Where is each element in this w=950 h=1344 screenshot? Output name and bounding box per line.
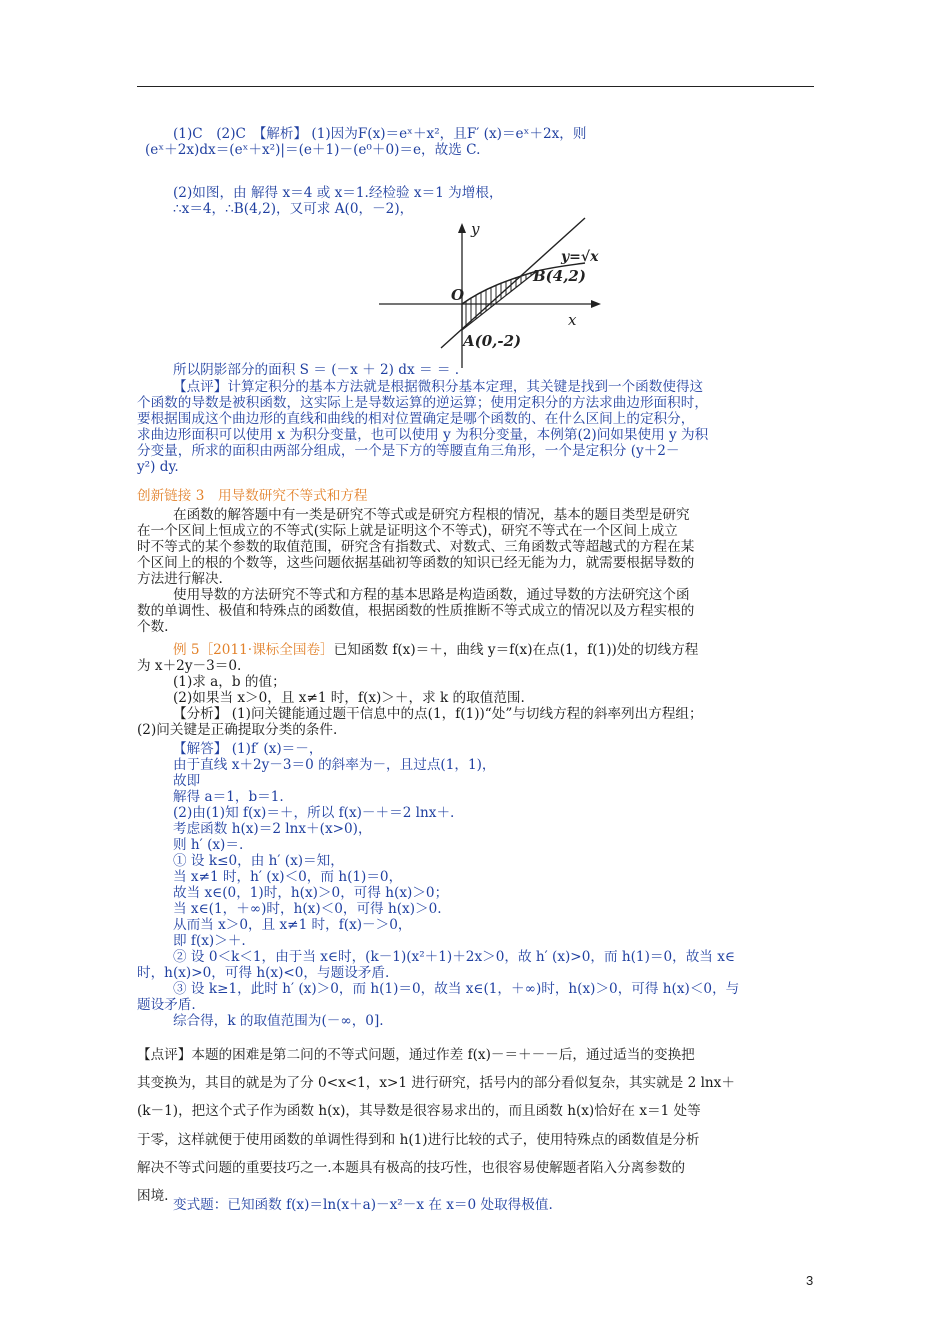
curve-label: y=√x <box>561 249 599 265</box>
shaded-region <box>462 271 537 330</box>
text-line: y²) dy. <box>137 459 179 475</box>
text-line: 即 f(x)＞＋. <box>173 933 246 949</box>
text-line: 由于直线 x＋2y－3＝0 的斜率为－，且过点(1，1)， <box>173 757 496 773</box>
text-line: ③ 设 k≥1，此时 h′ (x)＞0，而 h(1)＝0，故当 x∈(1，＋∞)时，h(x)＞0，可得 h(x)＜0，与 <box>173 981 740 997</box>
text-line: (2)问关键是正确提取分类的条件. <box>137 722 338 738</box>
solution-part2 <box>137 185 817 217</box>
origin-label: O <box>451 286 465 304</box>
text-line: 方法进行解决. <box>137 571 223 587</box>
text-line: (2)如图，由 解得 x＝4 或 x＝1.经检验 x＝1 为增根， <box>173 185 503 201</box>
text-line: 时，h(x)>0，可得 h(x)<0，与题设矛盾. <box>137 965 390 981</box>
text-line: 所以阴影部分的面积 S ＝ (－x ＋ 2) dx ＝ ＝ . <box>173 362 460 378</box>
text-line: 其变换为，其目的就是为了分 0<x<1，x>1 进行研究，括号内的部分看似复杂，其实就是 2 lnx＋ <box>137 1075 735 1092</box>
x-axis-label: x <box>568 311 577 329</box>
text-line: 【分析】 (1)问关键能通过题干信息中的点(1，f(1))“处”与切线方程的斜率列出方程组； <box>173 706 703 722</box>
text-line: 分变量，所求的面积由两部分组成，一个是下方的等腰直角三角形，一个是定积分 (y＋2－ <box>137 443 680 459</box>
text-line: 求曲边形面积可以使用 x 为积分变量，也可以使用 y 为积分变量，本例第(2)问如果使用 y 为积 <box>137 427 709 443</box>
comment-2 <box>137 1041 817 1210</box>
text-line: 要根据围成这个曲边形的直线和曲线的相对位置确定是哪个函数的、在什么区间上的定积分， <box>137 411 695 427</box>
text-line: 时不等式的某个参数的取值范围，研究含有指数式、对数式、三角函数式等超越式的方程在某 <box>137 539 695 555</box>
y-axis-arrow-icon <box>458 223 466 233</box>
text-line: 当 x∈(1，＋∞)时，h(x)＜0，可得 h(x)＞0. <box>173 901 442 917</box>
text-line: 个区间上的根的个数等，这些问题依据基础初等函数的知识已经无能为力，就需要根据导数的 <box>137 555 695 571</box>
text-line: (2)如果当 x＞0，且 x≠1 时，f(x)＞＋，求 k 的取值范围. <box>173 690 525 706</box>
text-line: 解决不等式问题的重要技巧之一.本题具有极高的技巧性，也很容易使解题者陷入分离参数的 <box>137 1159 686 1176</box>
section-title <box>137 488 817 504</box>
answer-block <box>137 741 817 1029</box>
text-line: 则 h′ (x)＝. <box>173 837 244 853</box>
text-line: (1)C (2)C 【解析】 (1)因为F(x)＝eˣ＋x²，且F′ (x)＝eˣ＋2x，则 <box>173 126 587 142</box>
text-line: 故即 <box>173 773 201 789</box>
solution-part1 <box>137 126 817 158</box>
text-line: (k－1)，把这个式子作为函数 h(x)，其导数是很容易求出的，而且函数 h(x)恰好在 x＝1 处等 <box>137 1103 701 1120</box>
text-line: 个数. <box>137 619 169 635</box>
text-line: ∴x＝4，∴B(4,2)，又可求 A(0，－2)， <box>173 201 414 217</box>
text-line: 从而当 x＞0，且 x≠1 时，f(x)－＞0， <box>173 917 412 933</box>
text-line: (1)求 a，b 的值； <box>173 674 286 690</box>
y-axis-label: y <box>471 220 480 238</box>
text-line: 【点评】本题的困难是第二问的不等式问题，通过作差 f(x)－＝＋－－后，通过适当的变换把 <box>137 1047 695 1063</box>
text-line: (2)由(1)知 f(x)＝＋，所以 f(x)－＋＝2 lnx＋. <box>173 805 455 821</box>
text-line: 解得 a＝1，b＝1. <box>173 789 284 805</box>
example-text: 已知函数 f(x)＝＋，曲线 y＝f(x)在点(1，f(1))处的切线方程 <box>333 642 699 658</box>
example-label: 例 5［2011·课标全国卷］ <box>173 642 334 658</box>
text-line: ② 设 0＜k＜1，由于当 x∈时，(k－1)(x²＋1)＋2x＞0，故 h′ (x)>0，而 h(1)＝0，故当 x∈ <box>173 949 735 965</box>
text-line: ① 设 k≤0，由 h′ (x)＝知， <box>173 853 344 869</box>
example-5 <box>137 642 817 738</box>
x-axis-arrow-icon <box>591 300 601 308</box>
comment-1 <box>137 379 817 475</box>
text-line: 当 x≠1 时，h′ (x)＜0，而 h(1)＝0， <box>173 869 403 885</box>
integral-region-figure <box>375 214 605 374</box>
text-line <box>137 642 817 658</box>
text-line: 创新链接 3 用导数研究不等式和方程 <box>137 488 368 504</box>
text-line: 于零，这样就便于使用函数的单调性得到和 h(1)进行比较的式子，使用特殊点的函数值是分析 <box>137 1131 700 1148</box>
text-line: 使用导数的方法研究不等式和方程的基本思路是构造函数，通过导数的方法研究这个函 <box>173 587 690 603</box>
text-line: 变式题：已知函数 f(x)＝ln(x＋a)－x²－x 在 x＝0 处取得极值. <box>173 1197 553 1213</box>
text-line: 综合得，k 的取值范围为(－∞，0]. <box>173 1013 384 1029</box>
header-rule <box>137 86 814 87</box>
point-b-label: B(4,2) <box>533 267 586 285</box>
text-line: 在函数的解答题中有一类是研究不等式或是研究方程根的情况，基本的题目类型是研究 <box>173 507 690 523</box>
variant-question <box>137 1197 817 1213</box>
point-a-label: A(0,-2) <box>463 332 522 350</box>
section-intro <box>137 507 817 635</box>
text-line: 考虑函数 h(x)＝2 lnx＋(x>0)， <box>173 821 372 837</box>
text-line: 在一个区间上恒成立的不等式(实际上就是证明这个不等式)，研究不等式在一个区间上成立 <box>137 523 678 539</box>
text-line: 题设矛盾. <box>137 997 196 1013</box>
text-line: 【解答】 (1)f′ (x)＝－， <box>173 741 323 757</box>
text-line: 数的单调性、极值和特殊点的函数值，根据函数的性质推断不等式成立的情况以及方程实根的 <box>137 603 695 619</box>
area-result <box>137 362 817 378</box>
text-line: 【点评】计算定积分的基本方法就是根据微积分基本定理，其关键是找到一个函数使得这 <box>173 379 704 395</box>
text-line: 故当 x∈(0，1)时，h(x)＞0，可得 h(x)＞0； <box>173 885 449 901</box>
text-line: 为 x＋2y－3＝0. <box>137 658 242 674</box>
text-line: 个函数的导数是被积函数，这实际上是导数运算的逆运算；使用定积分的方法求曲边形面积时， <box>137 395 708 411</box>
text-line: 困境. <box>137 1187 169 1204</box>
page-number: 3 <box>806 1273 814 1288</box>
text-line: (eˣ＋2x)dx＝(eˣ＋x²)|＝(e＋1)－(e⁰＋0)＝e，故选 C. <box>145 142 481 158</box>
